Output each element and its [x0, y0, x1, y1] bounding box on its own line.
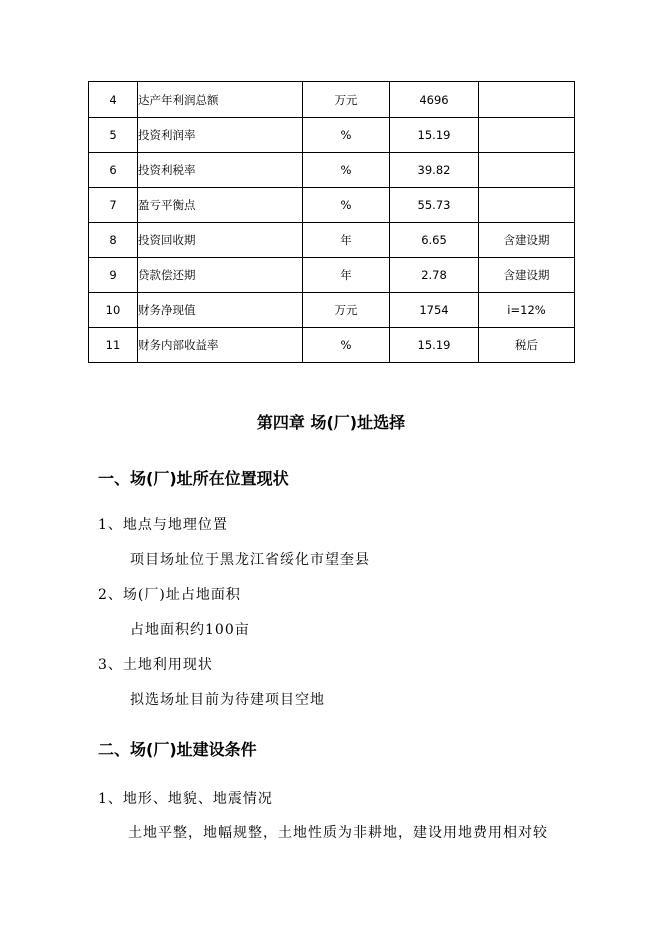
row-number: 10: [89, 293, 138, 328]
indicator-value: 55.73: [390, 188, 479, 223]
indicator-value: 2.78: [390, 258, 479, 293]
indicator-note: [479, 118, 575, 153]
indicator-value: 39.82: [390, 153, 479, 188]
indicator-note: [479, 188, 575, 223]
table-row: [89, 328, 575, 363]
indicator-unit: 年: [303, 258, 390, 293]
paragraph: 项目场址位于黑龙江省绥化市望奎县: [130, 552, 370, 568]
indicator-value: 15.19: [390, 118, 479, 153]
indicator-unit: 万元: [303, 293, 390, 328]
row-number: 11: [89, 328, 138, 363]
row-number: 4: [89, 82, 138, 118]
indicator-name: 投资回收期: [138, 223, 303, 258]
indicator-unit: 万元: [303, 82, 390, 118]
paragraph: 拟选场址目前为待建项目空地: [130, 692, 325, 708]
table-row: [89, 258, 575, 293]
indicator-note: i=12%: [479, 293, 575, 328]
indicator-name: 达产年利润总额: [138, 82, 303, 118]
indicator-unit: 年: [303, 223, 390, 258]
indicator-note: [479, 153, 575, 188]
table-row: [89, 188, 575, 223]
indicator-unit: %: [303, 328, 390, 363]
section-heading: 一、场(厂)址所在位置现状: [98, 469, 289, 488]
indicator-unit: %: [303, 153, 390, 188]
table-row: [89, 223, 575, 258]
paragraph: 土地平整，地幅规整，土地性质为非耕地，建设用地费用相对较: [128, 825, 548, 841]
subsection-heading: 3、土地利用现状: [98, 657, 213, 673]
indicator-name: 财务内部收益率: [138, 328, 303, 363]
indicator-value: 1754: [390, 293, 479, 328]
row-number: 5: [89, 118, 138, 153]
row-number: 9: [89, 258, 138, 293]
section-heading: 二、场(厂)址建设条件: [98, 740, 257, 759]
row-number: 6: [89, 153, 138, 188]
chapter-title: 第四章 场(厂)址选择: [256, 413, 406, 432]
indicator-value: 6.65: [390, 223, 479, 258]
table-row: [89, 153, 575, 188]
table-row: [89, 118, 575, 153]
indicator-name: 盈亏平衡点: [138, 188, 303, 223]
indicator-note: 税后: [479, 328, 575, 363]
subsection-heading: 1、地形、地貌、地震情况: [98, 791, 273, 807]
indicator-name: 投资利税率: [138, 153, 303, 188]
indicator-unit: %: [303, 118, 390, 153]
indicator-note: 含建设期: [479, 223, 575, 258]
indicator-name: 贷款偿还期: [138, 258, 303, 293]
indicator-unit: %: [303, 188, 390, 223]
indicator-name: 财务净现值: [138, 293, 303, 328]
subsection-heading: 1、地点与地理位置: [98, 517, 228, 533]
row-number: 7: [89, 188, 138, 223]
indicator-name: 投资利润率: [138, 118, 303, 153]
row-number: 8: [89, 223, 138, 258]
table-row: [89, 82, 575, 118]
subsection-heading: 2、场(厂)址占地面积: [98, 587, 241, 603]
paragraph: 占地面积约100亩: [130, 622, 250, 638]
financial-indicators-table: [88, 81, 575, 363]
indicator-value: 15.19: [390, 328, 479, 363]
indicator-note: [479, 82, 575, 118]
indicator-value: 4696: [390, 82, 479, 118]
table-row: [89, 293, 575, 328]
indicator-note: 含建设期: [479, 258, 575, 293]
